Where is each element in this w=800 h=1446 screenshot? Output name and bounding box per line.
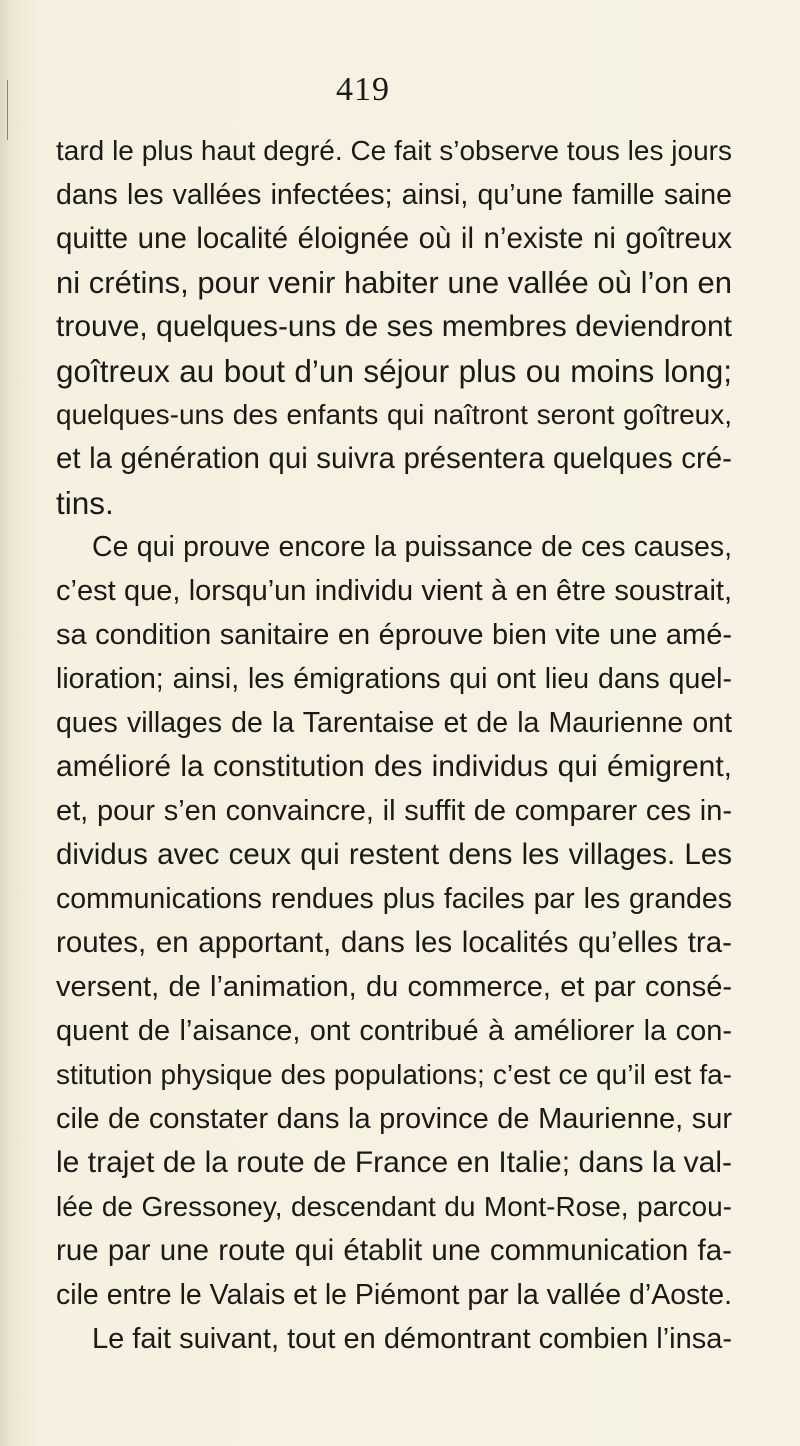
text-line: et la génération qui suivra présentera quelques cré- <box>56 442 732 475</box>
text-line: et, pour s’en convaincre, il suffit de comparer ces in- <box>56 795 732 827</box>
text-line: versent, de l’animation, du commerce, et par consé- <box>56 971 732 1003</box>
text-line: Ce qui prouve encore la puissance de ces causes, <box>92 531 732 563</box>
text-line: goîtreux au bout d’un séjour plus ou moins long; <box>56 353 732 389</box>
text-line: le trajet de la route de France en Italie; dans la val- <box>56 1146 732 1179</box>
text-line: tins. <box>56 485 114 521</box>
page-number: 419 <box>336 71 390 108</box>
text-line: ni crétins, pour venir habiter une vallée où l’on en <box>56 265 732 300</box>
text-line: trouve, quelques-uns de ses membres deviendront <box>56 310 732 343</box>
text-line: dividus avec ceux qui restent dens les villages. Les <box>56 838 732 871</box>
text-line: stitution physique des populations; c’est ce qu’il est fa- <box>56 1059 732 1090</box>
text-line: quitte une localité éloignée où il n’existe ni goîtreux <box>56 222 732 255</box>
binding-edge <box>7 80 8 140</box>
text-line: quelques-uns des enfants qui naîtront seront goîtreux, <box>56 399 732 430</box>
text-line: lioration; ainsi, les émigrations qui ont lieu dans quel- <box>56 663 732 695</box>
text-line: Le fait suivant, tout en démontrant combien l’insa- <box>92 1323 732 1355</box>
text-line: c’est que, lorsqu’un individu vient à en être soustrait, <box>56 575 732 607</box>
text-line: dans les vallées infectées; ainsi, qu’une famille saine <box>56 179 732 211</box>
text-line: sa condition sanitaire en éprouve bien vite une amé- <box>56 619 732 651</box>
text-line: cile entre le Valais et le Piémont par la vallée d’Aoste. <box>56 1279 732 1311</box>
text-line: rue par une route qui établit une communication fa- <box>56 1234 732 1267</box>
text-line: ques villages de la Tarentaise et de la Maurienne ont <box>56 707 732 739</box>
text-line: quent de l’aisance, ont contribué à améliorer la con- <box>56 1015 732 1047</box>
text-line: lée de Gressoney, descendant du Mont-Rose, parcou- <box>56 1191 732 1222</box>
text-line: communications rendues plus faciles par les grandes <box>56 883 732 915</box>
text-line: amélioré la constitution des individus qui émigrent, <box>56 750 732 783</box>
text-line: routes, en apportant, dans les localités qu’elles tra- <box>56 926 732 959</box>
text-line: cile de constater dans la province de Maurienne, sur <box>56 1103 732 1135</box>
text-line: tard le plus haut degré. Ce fait s’observe tous les jours <box>56 135 732 166</box>
